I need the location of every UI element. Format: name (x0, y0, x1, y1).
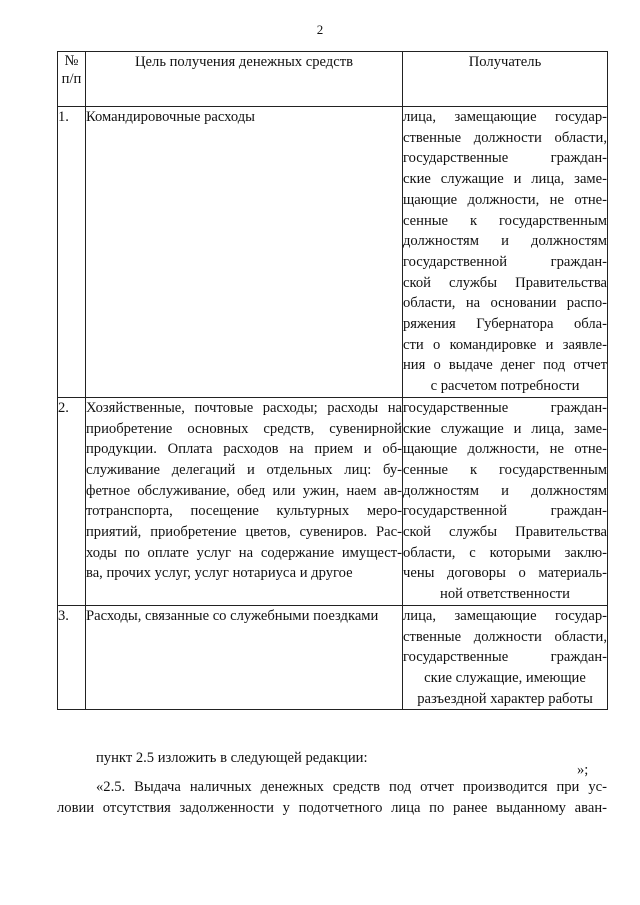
recipient-line: ские служащие и лица, заме- (403, 171, 607, 188)
header-recipient: Получатель (403, 52, 608, 107)
table-header-row (58, 52, 608, 107)
purpose-line: Хозяйственные, почтовые расходы; расходы на (86, 399, 402, 416)
header-purpose: Цель получения денежных средств (86, 52, 403, 107)
purpose-line: Расходы, связанные со служебными поездками (86, 607, 379, 624)
recipient-line: ские служащие и лица, заме- (403, 420, 607, 437)
row-recipient (403, 605, 608, 710)
row-recipient (403, 107, 608, 398)
purpose-line: продукции. Оплата расходов на прием и об- (86, 441, 402, 458)
recipient-line: ственные должности области, (403, 129, 607, 146)
row-purpose (86, 107, 403, 398)
recipient-line: лица, замещающие государ- (403, 109, 607, 125)
purpose-line: тотранспорта, посещение культурных меро- (86, 503, 402, 520)
row-number: 3. (58, 605, 86, 710)
recipient-line: сти о командировке и заявле- (403, 336, 607, 353)
purpose-line: приобретение основных средств, сувенирной (86, 420, 402, 437)
recipient-line: государственной граждан- (403, 503, 607, 520)
recipient-line: государственные граждан- (403, 649, 607, 666)
purpose-line: фетное обслуживание, обед или ужин, наем ав- (86, 482, 402, 499)
paragraph-amendment: пункт 2.5 изложить в следующей редакции: (96, 750, 368, 766)
page-number: 2 (316, 22, 324, 37)
recipient-line: разъездной характер работы (417, 690, 593, 707)
recipient-line: щающие должности, не отне- (403, 441, 607, 458)
purpose-line: ходы по оплате услуг на содержание имущест- (86, 544, 402, 561)
row-number: 1. (58, 107, 86, 398)
closing-quote: »; (577, 762, 589, 778)
table-row (58, 397, 608, 605)
table-row (58, 605, 608, 710)
purpose-line: служивание делегаций и отдельных лиц: бу- (86, 461, 402, 478)
recipient-line: области, с которыми заклю- (403, 544, 607, 561)
recipient-line: ской службы Правительства (403, 274, 607, 291)
recipient-line: государственные граждан- (403, 399, 607, 416)
recipient-line: ской службы Правительства (403, 524, 607, 541)
recipient-line: ния о выдаче денег под отчет (403, 357, 607, 374)
recipient-line: должностям и должностям (403, 482, 607, 499)
recipient-line: государственные граждан- (403, 150, 607, 167)
purpose-line: приятий, приобретение цветов, сувениров. Рас- (86, 524, 402, 541)
row-purpose (86, 397, 403, 605)
recipient-line: сенные к государственным (403, 212, 607, 229)
table-row (58, 107, 608, 398)
recipients-table (57, 51, 608, 710)
recipient-line: ские служащие, имеющие (424, 669, 586, 686)
recipient-line: лица, замещающие государ- (403, 607, 607, 624)
header-number-line-1: № (64, 53, 79, 69)
recipient-line: должностям и должностям (403, 233, 607, 250)
row-recipient (403, 397, 608, 605)
header-number-line-2: п/п (61, 71, 82, 87)
recipient-line: щающие должности, не отне- (403, 191, 607, 208)
paragraph-line: ловии отсутствия задолженности у подотчетного лица по ранее выданному аван- (57, 799, 607, 816)
recipient-line: ряжения Губернатора обла- (403, 316, 607, 333)
recipient-line: чены договоры о материаль- (403, 565, 607, 582)
header-number (58, 52, 86, 107)
recipient-line: ной ответственности (440, 586, 570, 603)
recipient-line: с расчетом потребности (430, 378, 580, 395)
row-number: 2. (58, 397, 86, 605)
recipient-line: сенные к государственным (403, 461, 607, 478)
paragraph-line: «2.5. Выдача наличных денежных средств под отчет производится при ус- (96, 779, 607, 795)
recipient-line: ственные должности области, (403, 628, 607, 645)
recipient-line: государственной граждан- (403, 253, 607, 270)
row-purpose (86, 605, 403, 710)
purpose-line: ва, прочих услуг, услуг нотариуса и другое (86, 565, 353, 582)
recipient-line: области, на основании распо- (403, 295, 607, 312)
paragraph-new-text (57, 777, 607, 818)
purpose-line: Командировочные расходы (86, 109, 255, 125)
